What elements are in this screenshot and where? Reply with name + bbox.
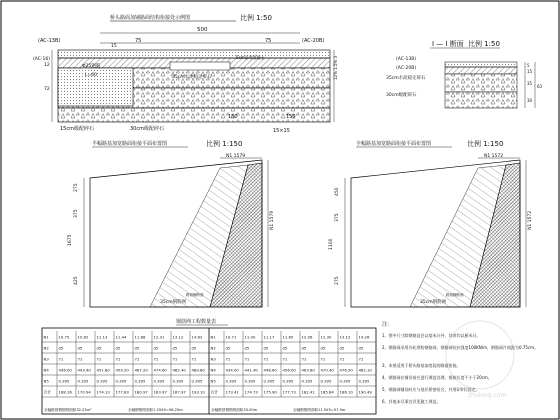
dim-15: 15 — [111, 44, 117, 49]
table-left-cell-r4-c4: 0.395 — [115, 378, 127, 384]
mid-right-right-label: N1 1572 — [528, 210, 533, 230]
table-left-cell-r5-c4: 177.83 — [115, 389, 129, 395]
label-sub15: 15×15 — [273, 128, 290, 134]
table-right-cell-r5-c0: 合计 — [210, 389, 219, 395]
top-right-section-label: I — I 断面 — [432, 40, 464, 48]
table-left-cell-r3-c2: 443.40 — [77, 367, 91, 373]
mid-left-dim-275: 275 — [74, 183, 79, 192]
dim-12: 12 — [44, 63, 50, 68]
table-left-cell-r0-c4: 11.44 — [115, 334, 127, 340]
table-left-cell-r3-c3: 451.80 — [96, 367, 110, 373]
table-right-cell-r0-c6: 12.30 — [320, 334, 332, 340]
table-left-cell-r4-c0: N5 — [43, 378, 49, 384]
table-left-cell-r2-c2: 71 — [77, 356, 83, 362]
table-right-cell-r3-c6: 470.40 — [320, 367, 334, 373]
table-left-cell-r1-c3: σ5 — [96, 345, 102, 351]
table-right-cell-r0-c8: 14.26 — [358, 334, 370, 340]
note-5: 5、钢筋网铺设时应与基层紧密贴合，并用U形钉固定。 — [382, 387, 480, 392]
table-right-cell-r2-c3: 71 — [263, 356, 269, 362]
dim-right-30: 30 — [527, 98, 533, 103]
table-right-cell-r4-c2: 0.395 — [244, 378, 256, 384]
table-left-cell-r2-c0: N3 — [43, 356, 49, 362]
table-left-cell-r4-c1: 0.395 — [58, 378, 70, 384]
table-right-cell-r3-c5: 463.80 — [301, 367, 315, 373]
label-base35: 35cm水泥稳定碎石 — [172, 75, 212, 80]
top-right-scale: 比例 1:50 — [468, 40, 500, 48]
mid-left-title: 半幅路基加宽路面衔接平面布置图 — [92, 141, 168, 147]
table-left-cell-r3-c0: N4 — [43, 367, 49, 373]
table-right-cell-r4-c5: 0.395 — [301, 378, 313, 384]
table-left-cell-r5-c5: 180.97 — [134, 389, 148, 395]
table-right-cell-r2-c8: 71 — [358, 356, 364, 362]
label-ac20-left: (AC-20B) — [302, 38, 325, 44]
mid-right-dim-275: 275 — [335, 276, 340, 285]
table-left-cell-r5-c0: 合计 — [43, 389, 52, 395]
table-right-cell-r3-c1: 434.00 — [225, 367, 239, 373]
mid-right-side-label-1: 路面横断面 — [446, 293, 464, 297]
label-side-left: (AC-16) — [33, 57, 51, 62]
table-left-cell-r5-c6: 183.97 — [153, 389, 167, 395]
mid-left-right-label: N1 1579 — [270, 210, 275, 230]
table-right-cell-r2-c2: 71 — [244, 356, 250, 362]
mid-right-dim-450: 450 — [335, 187, 340, 196]
mid-left-side-label-1: 路面横断面 — [186, 293, 204, 297]
table-left-cell-r5-c3: 174.13 — [96, 389, 110, 395]
label-base30: 30cm级配碎石 — [130, 126, 164, 132]
dim-75-b: 75 — [265, 38, 272, 44]
table-left-grid — [42, 331, 209, 397]
dim-500: 500 — [197, 27, 208, 33]
table-left-cell-r0-c5: 11.88 — [134, 334, 146, 340]
quantity-table — [42, 318, 376, 414]
dim-75-a: 75 — [135, 38, 142, 44]
table-right-cell-r1-c6: σ5 — [320, 345, 326, 351]
table-left-cell-r4-c7: 0.395 — [172, 378, 184, 384]
label-base30-right: 30cm级配碎石 — [386, 93, 417, 98]
table-right-cell-r5-c1: 173.41 — [225, 389, 239, 395]
table-left-cell-r2-c4: 71 — [115, 356, 121, 362]
table-left-cell-r4-c3: 0.395 — [96, 378, 108, 384]
dim-72: 72 — [44, 87, 50, 92]
table-right-cell-r1-c7: σ5 — [339, 345, 345, 351]
label-sub35: 5cm沥青混凝土 — [236, 55, 265, 60]
mid-right-title: 全幅路基加宽路面衔接平面布置图 — [356, 141, 432, 147]
table-left-cell-r4-c2: 0.395 — [77, 378, 89, 384]
table-right-cell-r5-c4: 177.73 — [282, 389, 296, 395]
top-left-section — [33, 13, 338, 134]
notes-title: 注： — [382, 322, 394, 328]
mid-left-top-dim: N1 1579 — [226, 154, 246, 159]
table-right-cell-r1-c3: σ5 — [263, 345, 269, 351]
table-left-cell-r1-c8: σ5 — [191, 345, 197, 351]
table-right-cell-r2-c6: 71 — [320, 356, 326, 362]
table-left-cell-r4-c6: 0.395 — [153, 378, 165, 384]
table-right-cell-r1-c5: σ5 — [301, 345, 307, 351]
table-right-cell-r2-c1: 71 — [225, 356, 231, 362]
table-left-cell-r5-c7: 187.97 — [172, 389, 186, 395]
table-right-cell-r3-c2: 441.40 — [244, 367, 258, 373]
mid-left-plan — [67, 139, 275, 307]
dim-right-35: 35 — [527, 81, 533, 86]
note-3: 3、本图适用于桥头路基加宽段的路面衔接。 — [382, 363, 461, 368]
table-left-cell-r3-c5: 467.20 — [134, 367, 148, 373]
table-left-cell-r1-c0: N2 — [43, 345, 49, 351]
table-left-cell-r5-c8: 193.10 — [191, 389, 205, 395]
watermark-text: zhulong.com — [468, 392, 507, 399]
mid-right-dim-1100: 1100 — [329, 238, 334, 250]
label-ac20-right: (AC-20B) — [396, 66, 417, 71]
table-left-cell-r2-c5: 71 — [134, 356, 140, 362]
label-ac13-left: (AC-13B) — [38, 38, 61, 44]
table-left-cell-r1-c7: σ5 — [172, 345, 178, 351]
table-right-cell-r1-c1: σ5 — [225, 345, 231, 351]
table-right-cell-r4-c1: 0.395 — [225, 378, 237, 384]
table-left-cell-r1-c5: σ5 — [134, 345, 140, 351]
mid-right-dim-375: 375 — [335, 213, 340, 222]
note-2: 2、钢筋网采用冷轧带肋钢筋网，钢筋网抗拉强度100KN/m，钢筋网片间距为0.75cm。 — [382, 345, 539, 350]
table-right-cell-r2-c5: 71 — [301, 356, 307, 362]
dim-150-b: 150 — [286, 114, 296, 120]
table-right-footer2: 全幅钢筋网面积11.5X5=57.5m — [293, 408, 346, 412]
table-left-cell-r0-c3: 11.13 — [96, 334, 108, 340]
table-right-cell-r2-c0: N3 — [210, 356, 216, 362]
table-right-cell-r3-c0: N4 — [210, 367, 216, 373]
table-right-cell-r1-c4: σ5 — [282, 345, 288, 351]
table-left-cell-r1-c1: σ5 — [58, 345, 64, 351]
table-left-cell-r2-c3: 71 — [96, 356, 102, 362]
table-right-cell-r5-c5: 182.41 — [301, 389, 315, 395]
table-right-cell-r5-c6: 185.84 — [320, 389, 334, 395]
table-title: 钢筋网工程数量表 — [176, 319, 217, 325]
mid-left-dim-1675: 1675 — [68, 234, 73, 246]
label-rebar: Φ25钢筋 — [82, 64, 101, 69]
table-left-cell-r3-c6: 474.60 — [153, 367, 167, 373]
table-left-cell-r3-c8: 489.80 — [191, 367, 205, 373]
table-right-cell-r2-c7: 71 — [339, 356, 345, 362]
table-left-cell-r0-c6: 12.31 — [153, 334, 165, 340]
mid-right-bottom-label: 35cm钢筋网 — [420, 300, 447, 305]
dim-right-15: 15 — [527, 69, 533, 74]
table-right-cell-r5-c7: 186.10 — [339, 389, 353, 395]
table-left-footer: 全幅路基钢筋网面积32.25m² — [44, 408, 92, 412]
table-left-cell-r1-c6: σ5 — [153, 345, 159, 351]
label-ac13-right: (AC-13B) — [396, 57, 417, 62]
table-right-cell-r5-c2: 174.73 — [244, 389, 258, 395]
table-right-cell-r2-c4: 71 — [282, 356, 288, 362]
table-right-cell-r3-c3: 448.60 — [263, 367, 277, 373]
table-right-cell-r4-c7: 0.395 — [339, 378, 351, 384]
table-left-cell-r5-c1: 168.16 — [58, 389, 72, 395]
table-right-cell-r3-c7: 476.30 — [339, 367, 353, 373]
table-right-cell-r0-c0: N1 — [210, 334, 216, 340]
table-left-cell-r5-c2: 170.94 — [77, 389, 91, 395]
table-left-cell-r4-c5: 0.395 — [134, 378, 146, 384]
table-right-cell-r4-c6: 0.395 — [320, 378, 332, 384]
dim-150-a: 150 — [228, 114, 238, 120]
label-base15: 15cm级配碎石 — [60, 126, 94, 132]
table-left-cell-r0-c8: 14.62 — [191, 334, 203, 340]
table-right-cell-r0-c5: 12.06 — [301, 334, 313, 340]
mid-right-plan — [328, 139, 533, 307]
table-left-cell-r2-c6: 71 — [153, 356, 159, 362]
table-left-cell-r0-c2: 10.82 — [77, 334, 89, 340]
table-left-cell-r2-c1: 71 — [58, 356, 64, 362]
label-l60: L=60 — [85, 73, 98, 78]
table-right-cell-r4-c8: 0.395 — [358, 378, 370, 384]
table-right-cell-r0-c3: 11.17 — [263, 334, 275, 340]
table-right-cell-r0-c7: 13.12 — [339, 334, 351, 340]
table-left-cell-r4-c8: 0.395 — [191, 378, 203, 384]
table-right-cell-r5-c8: 190.49 — [358, 389, 372, 395]
table-left-cell-r2-c7: 71 — [172, 356, 178, 362]
table-right-cell-r3-c8: 482.10 — [358, 367, 372, 373]
mid-left-dim-425: 425 — [74, 276, 79, 285]
mid-left-bottom-label: 35cm钢筋网 — [160, 300, 187, 305]
note-6: 6、其他未尽事宜详见施工规范。 — [382, 399, 441, 404]
top-left-title: 桥头路面加铺路面结构衔接处示例图 — [110, 15, 191, 21]
table-right-cell-r1-c8: σ5 — [358, 345, 364, 351]
mid-right-scale: 比例 1:150 — [467, 140, 504, 148]
table-left-cell-r0-c1: 10.75 — [58, 334, 70, 340]
table-right-cell-r0-c1: 10.71 — [225, 334, 237, 340]
table-left-footer2: 全幅钢筋网面积1.25X5=56.25m — [128, 408, 183, 412]
mid-left-dim-375: 375 — [74, 209, 79, 218]
table-right-cell-r4-c0: N5 — [210, 378, 216, 384]
table-left-cell-r3-c7: 482.40 — [172, 367, 186, 373]
table-right-cell-r5-c3: 175.90 — [263, 389, 277, 395]
table-right-cell-r1-c0: N2 — [210, 345, 216, 351]
table-left-cell-r0-c7: 13.12 — [172, 334, 184, 340]
table-right-cell-r0-c2: 11.00 — [244, 334, 256, 340]
notes — [382, 320, 538, 404]
top-right-section — [386, 39, 543, 108]
mid-right-top-dim: N1 1572 — [484, 154, 504, 159]
table-right-cell-r0-c4: 11.65 — [282, 334, 294, 340]
dim-right-63: 63 — [537, 84, 543, 89]
table-left-cell-r3-c1: 436.00 — [58, 367, 72, 373]
table-right-cell-r4-c4: 0.395 — [282, 378, 294, 384]
table-left-cell-r2-c8: 71 — [191, 356, 197, 362]
table-left-cell-r1-c4: σ5 — [115, 345, 121, 351]
table-left-cell-r3-c4: 459.20 — [115, 367, 129, 373]
note-1: 1、图中尺寸除钢筋直径以毫米计外，其余均以厘米计。 — [382, 333, 481, 338]
label-side-right: 12% 1.5% 3 — [333, 55, 338, 80]
label-base35-right: 35cm水泥稳定碎石 — [386, 76, 426, 81]
table-right-cell-r3-c4: 456.00 — [282, 367, 296, 373]
table-right-grid — [209, 331, 376, 397]
table-right-cell-r1-c2: σ5 — [244, 345, 250, 351]
top-left-scale: 比例 1:50 — [240, 14, 272, 22]
table-right-cell-r4-c3: 0.395 — [263, 378, 275, 384]
mid-left-scale: 比例 1:150 — [206, 140, 243, 148]
table-left-cell-r0-c0: N1 — [43, 334, 49, 340]
note-4: 4、钢筋网在铺设前应进行调直处理，搭接长度不小于20cm。 — [382, 375, 492, 380]
table-right-footer: 全幅路基钢筋网面积33.00m — [211, 408, 258, 412]
dim-right-5: 5 — [527, 63, 530, 68]
table-left-cell-r1-c2: σ5 — [77, 345, 83, 351]
